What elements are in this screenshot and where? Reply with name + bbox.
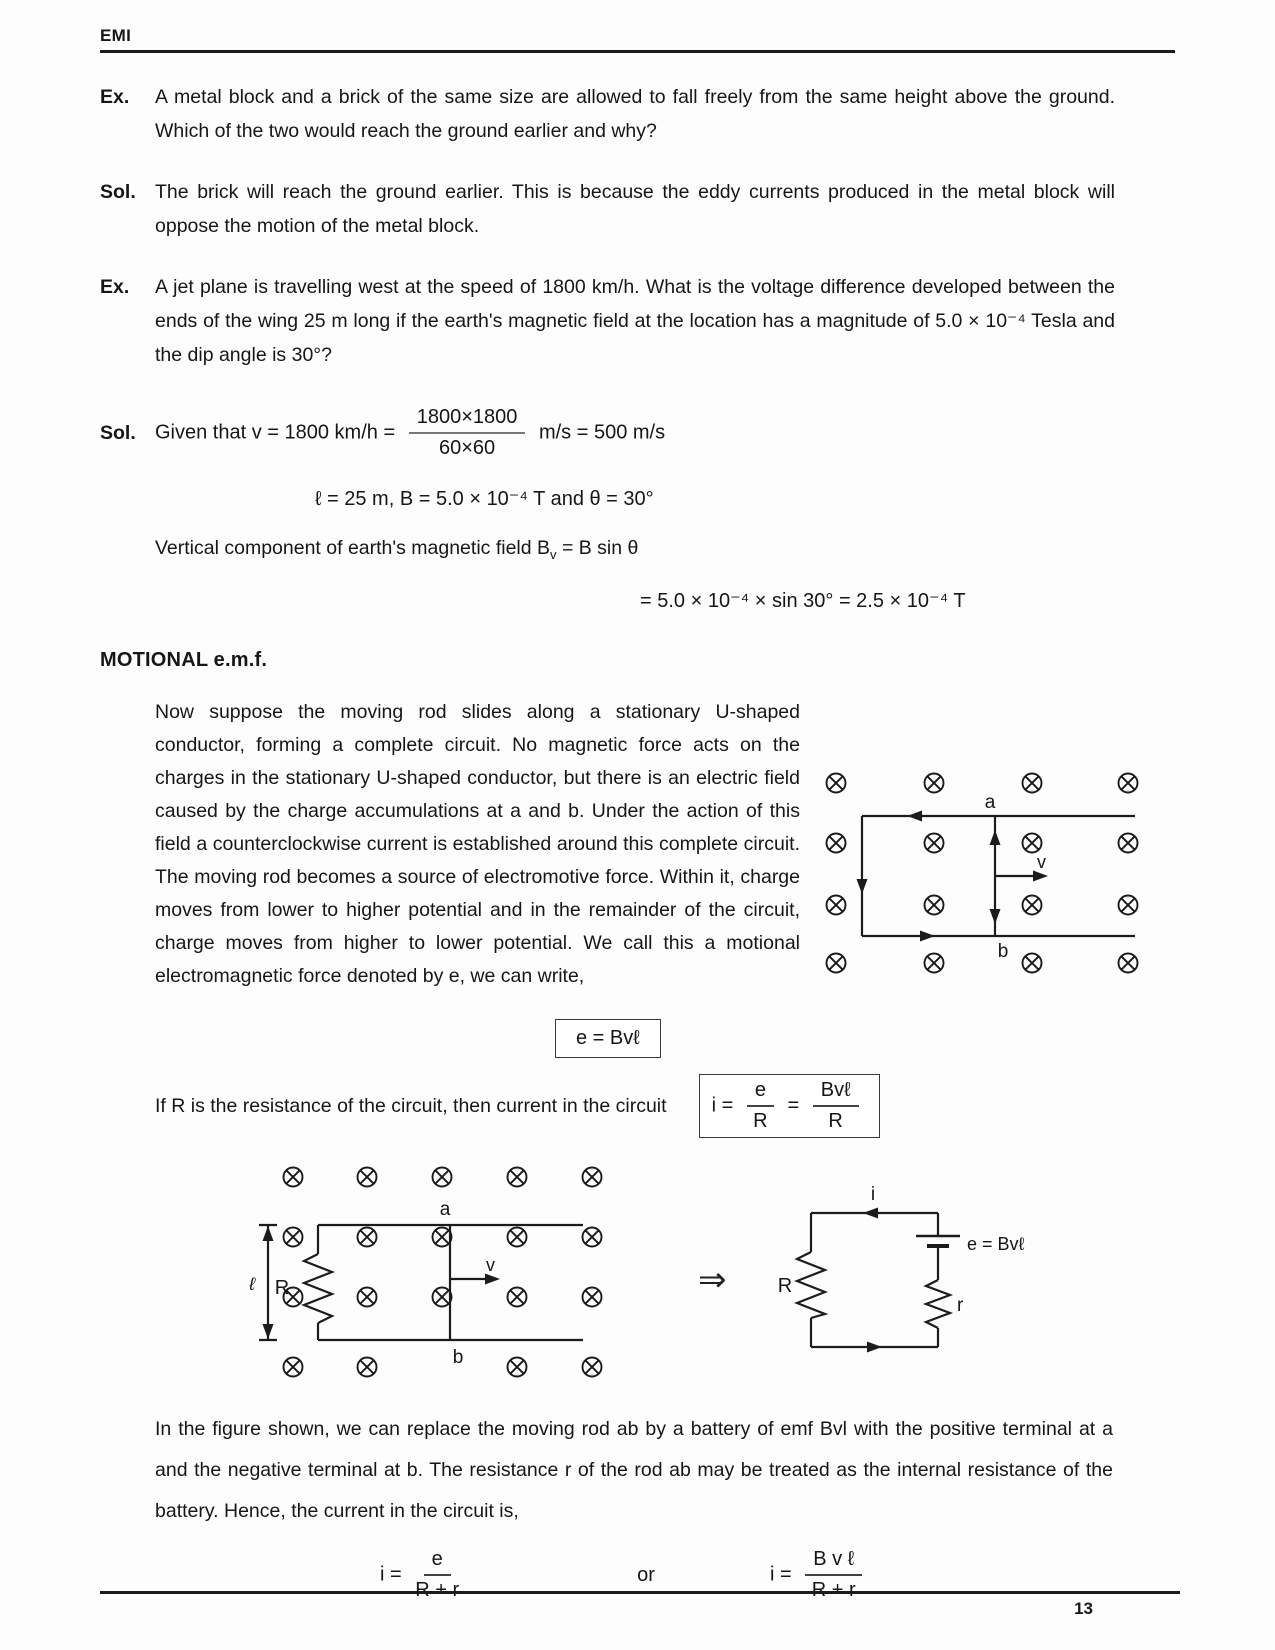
example-2 bbox=[100, 270, 1175, 372]
numerator: e bbox=[424, 1548, 451, 1576]
numerator: e bbox=[747, 1079, 774, 1107]
page-number: 13 bbox=[1074, 1599, 1093, 1618]
line-text: = B sin θ bbox=[561, 537, 639, 559]
equation-prefix: Given that v = 1800 km/h = bbox=[155, 421, 396, 444]
velocity-arrow bbox=[995, 871, 1048, 882]
denominator: R + r bbox=[415, 1579, 460, 1601]
subscript-v: v bbox=[550, 547, 557, 562]
solution-text: The brick will reach the ground earlier. This is because the eddy currents produced in the metal block will oppose the motion of the metal block. bbox=[155, 181, 1115, 237]
internal-resistance-label: r bbox=[956, 1295, 963, 1316]
rod-end-a-label: a bbox=[984, 792, 996, 813]
velocity-label: v bbox=[1037, 852, 1046, 872]
resistance-text: If R is the resistance of the circuit, then current in the circuit bbox=[155, 1094, 667, 1117]
numerator: B v ℓ bbox=[805, 1548, 862, 1576]
solution-label: Sol. bbox=[100, 421, 136, 444]
header-rule bbox=[100, 50, 1175, 53]
resistor-R-zigzag bbox=[797, 1252, 825, 1318]
fraction bbox=[409, 406, 526, 460]
denominator: R bbox=[828, 1110, 843, 1132]
velocity-arrow bbox=[450, 1274, 500, 1285]
resistor-R-zigzag bbox=[304, 1254, 332, 1323]
vertical-component-line bbox=[155, 537, 1175, 562]
denominator: R + r bbox=[811, 1579, 856, 1601]
given-values-line: ℓ = 25 m, B = 5.0 × 10⁻⁴ T and θ = 30° bbox=[315, 488, 654, 510]
or-text: or bbox=[637, 1563, 655, 1586]
circuit-figures-row bbox=[100, 1142, 1175, 1407]
denominator: R bbox=[753, 1110, 768, 1132]
solution-2 bbox=[100, 406, 1175, 460]
emf-label: e = Bvℓ bbox=[966, 1234, 1024, 1254]
page-header: EMI bbox=[100, 26, 132, 45]
length-label: ℓ bbox=[249, 1274, 255, 1294]
equals-sign: = bbox=[787, 1094, 800, 1117]
example-1 bbox=[100, 80, 1175, 148]
implies-arrow-icon: ⇒ bbox=[698, 1261, 727, 1299]
fraction bbox=[747, 1079, 774, 1133]
field-into-page-grid bbox=[827, 774, 1138, 973]
velocity-label: v bbox=[486, 1255, 495, 1275]
equation-lhs: i = bbox=[769, 1563, 792, 1586]
rails-resistor-diagram bbox=[240, 1142, 640, 1402]
example-label: Ex. bbox=[100, 276, 130, 298]
resistance-R-label: R bbox=[777, 1275, 792, 1297]
current-boxed-equation bbox=[699, 1074, 880, 1138]
rod-on-rails-diagram bbox=[810, 768, 1140, 988]
fraction bbox=[813, 1079, 859, 1133]
figure-equivalent-circuit bbox=[775, 1180, 1055, 1370]
rod-end-a-label: a bbox=[439, 1199, 451, 1220]
example-label: Ex. bbox=[100, 86, 130, 108]
rod-end-b-label: b bbox=[997, 941, 1009, 962]
section-heading: MOTIONAL e.m.f. bbox=[100, 649, 268, 671]
footer-rule bbox=[100, 1591, 1180, 1594]
equation-lhs: i = bbox=[711, 1094, 734, 1117]
equation-lhs: i = bbox=[380, 1563, 402, 1586]
current-label: i bbox=[870, 1184, 875, 1205]
vertical-component-result: = 5.0 × 10⁻⁴ × sin 30° = 2.5 × 10⁻⁴ T bbox=[640, 590, 966, 612]
line-text: Vertical component of earth's magnetic field B bbox=[155, 537, 551, 559]
motional-section bbox=[100, 696, 1175, 993]
battery-icon bbox=[916, 1236, 960, 1246]
closing-paragraph: In the figure shown, we can replace the moving rod ab by a battery of emf Bvl with the positive terminal at a and the negative terminal at b. The resistance r of the rod ab may be treated as the internal resistance of the battery. Hence, the current in the circuit is, bbox=[155, 1418, 1113, 1522]
denominator: 60×60 bbox=[438, 437, 496, 459]
resistor-r-zigzag bbox=[926, 1280, 950, 1328]
figure-rod-on-rails bbox=[810, 768, 1140, 993]
circuit-current-line bbox=[100, 1074, 1175, 1138]
numerator: Bvℓ bbox=[813, 1079, 859, 1107]
numerator: 1800×1800 bbox=[409, 406, 526, 434]
equation-suffix: m/s = 500 m/s bbox=[538, 421, 666, 444]
page-content bbox=[100, 26, 1175, 1602]
motional-emf-boxed-equation: e = Bvℓ bbox=[555, 1019, 661, 1058]
current-direction-arrows bbox=[863, 1208, 882, 1353]
motional-paragraph: Now suppose the moving rod slides along a stationary U-shaped conductor, forming a complete circuit. No magnetic force acts on the charges in the stationary U-shaped conductor, but there is an electric field caused by the charge accumulations at a and b. Under the action of this field a counterclockwise current is established around this complete circuit. The moving rod becomes a source of electromotive force. Within it, charge moves from lower to higher potential and in the remainder of the circuit, charge moves from higher to lower potential. We call this a motional electromagnetic force denoted by e, we can write, bbox=[155, 701, 800, 987]
solution-1 bbox=[100, 175, 1175, 243]
solution-label: Sol. bbox=[100, 181, 136, 203]
example-text: A jet plane is travelling west at the speed of 1800 km/h. What is the voltage difference developed between the ends of the wing 25 m long if the earth's magnetic field at the location has a magnitude of 5.0 × 10⁻⁴ Tesla and the dip angle is 30°? bbox=[155, 276, 1115, 366]
current-direction-arrows bbox=[857, 811, 1001, 942]
equivalent-circuit-diagram bbox=[775, 1180, 1055, 1365]
resistance-R-label: R bbox=[274, 1277, 290, 1299]
figure-rails-with-resistor bbox=[240, 1142, 640, 1407]
example-text: A metal block and a brick of the same size are allowed to fall freely from the same height above the ground. Which of the two would reach the ground earlier and why? bbox=[155, 86, 1115, 142]
rod-end-b-label: b bbox=[452, 1347, 464, 1368]
velocity-equation bbox=[155, 406, 665, 460]
circuit-wires bbox=[811, 1213, 938, 1347]
